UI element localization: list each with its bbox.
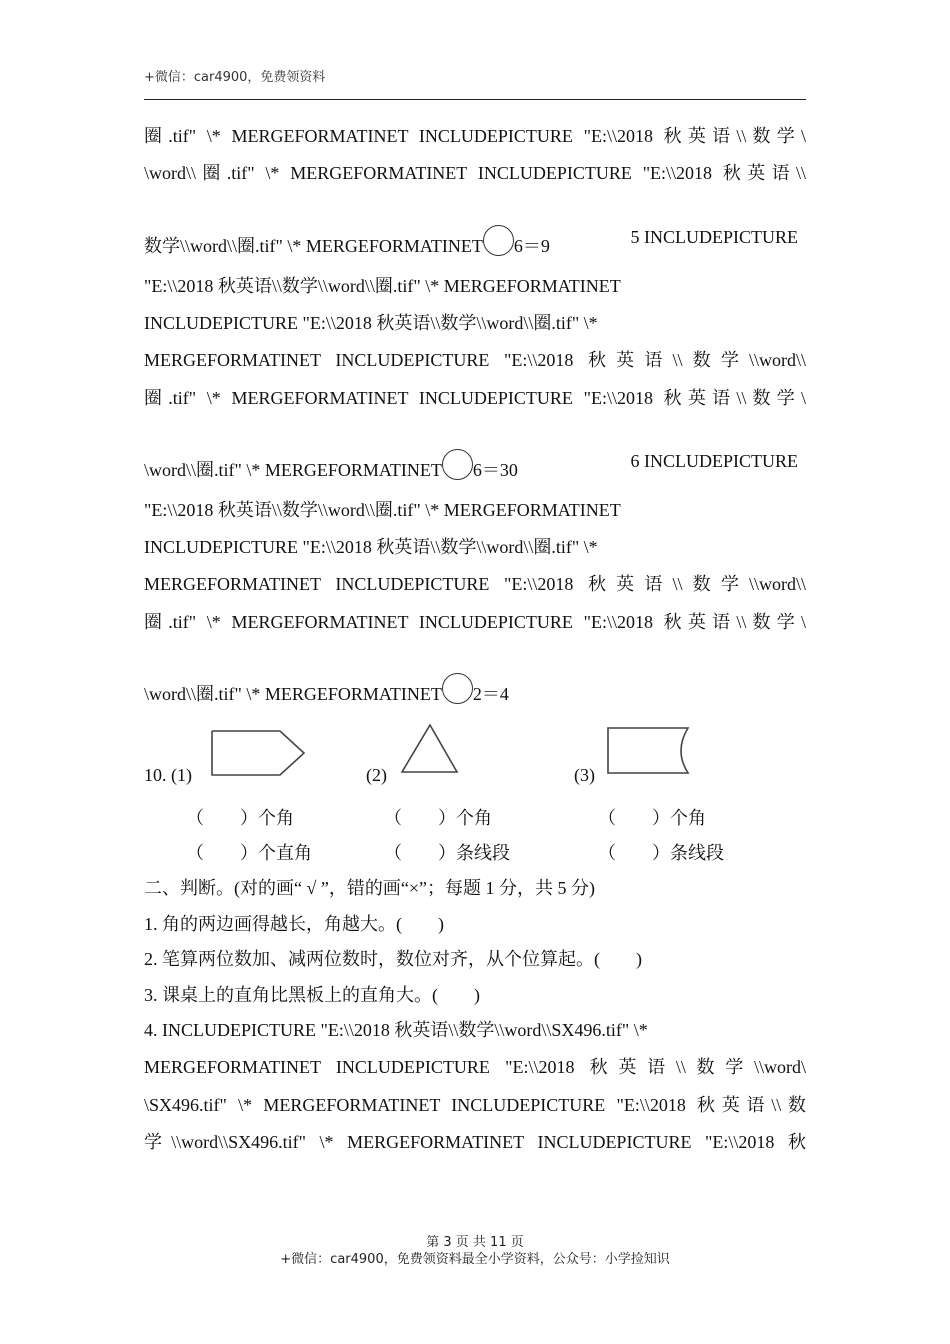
section-title: 二、判断。(对的画“ √ ”，错的画“×”；每题 1 分，共 5 分) <box>144 878 595 898</box>
blank-circle <box>442 449 473 480</box>
q10-1-angles: （ ）个角 <box>186 808 294 828</box>
q10-3-segments: （ ）条线段 <box>598 843 724 863</box>
text-line: 圈.tif" \* MERGEFORMATINET INCLUDEPICTURE "E:\\2018 秋英语\\数学\ <box>144 612 806 632</box>
text-fragment: \word\\圈.tif" \* MERGEFORMATINET <box>144 684 442 704</box>
text-line: 圈.tif" \* MERGEFORMATINET INCLUDEPICTURE "E:\\2018 秋英语\\数学\ <box>144 126 806 146</box>
pentagon-shape <box>208 728 310 780</box>
judgement-q3: 3. 课桌上的直角比黑板上的直角大。( ) <box>144 985 480 1005</box>
q10-1-right-angles: （ ）个直角 <box>186 843 312 863</box>
q10-2-angles: （ ）个角 <box>384 808 492 828</box>
text-line: "E:\\2018 秋英语\\数学\\word\\圈.tif" \* MERGEFORMATINET <box>144 276 621 296</box>
judgement-q1: 1. 角的两边画得越长，角越大。( ) <box>144 914 444 934</box>
judgement-q4-line: 学\\word\\SX496.tif" \* MERGEFORMATINET INCLUDEPICTURE "E:\\2018 秋 <box>144 1132 806 1152</box>
judgement-q4-line: MERGEFORMATINET INCLUDEPICTURE "E:\\2018 秋英语\\数学\\word\ <box>144 1057 806 1077</box>
footer-promo: +微信：car4900，免费领资料最全小学资料，公众号：小学捡知识 <box>280 1252 670 1267</box>
judgement-q4-line: \SX496.tif" \* MERGEFORMATINET INCLUDEPICTURE "E:\\2018 秋英语\\数 <box>144 1095 806 1115</box>
text-line <box>144 225 806 258</box>
page-header: +微信：car4900，免费领资料 <box>144 70 326 85</box>
text-line: "E:\\2018 秋英语\\数学\\word\\圈.tif" \* MERGEFORMATINET <box>144 500 621 520</box>
triangle-shape <box>398 721 462 777</box>
page-number: 第 3 页 共 11 页 <box>426 1235 524 1250</box>
text-line: INCLUDEPICTURE "E:\\2018 秋英语\\数学\\word\\圈.tif" \* <box>144 313 598 333</box>
text-line <box>144 449 806 482</box>
q10-3-angles: （ ）个角 <box>598 808 706 828</box>
text-line <box>144 673 806 706</box>
q10-label-3: (3) <box>574 765 595 785</box>
text-fragment: 数学\\word\\圈.tif" \* MERGEFORMATINET <box>144 236 483 256</box>
judgement-q2: 2. 笔算两位数加、减两位数时，数位对齐，从个位算起。( ) <box>144 949 642 969</box>
q10-label-1: 10. (1) <box>144 765 192 785</box>
text-line: 圈.tif" \* MERGEFORMATINET INCLUDEPICTURE "E:\\2018 秋英语\\数学\ <box>144 388 806 408</box>
text-fragment: 6 INCLUDEPICTURE <box>630 451 798 471</box>
header-rule <box>144 99 806 100</box>
equation-text: 6＝9 <box>513 236 550 256</box>
judgement-q4-line: 4. INCLUDEPICTURE "E:\\2018 秋英语\\数学\\word\\SX496.tif" \* <box>144 1020 648 1040</box>
text-line: MERGEFORMATINET INCLUDEPICTURE "E:\\2018 秋英语\\数学\\word\\ <box>144 350 806 370</box>
text-fragment: \word\\圈.tif" \* MERGEFORMATINET <box>144 460 442 480</box>
equation-text: 2＝4 <box>472 684 509 704</box>
curved-side-shape <box>604 724 694 780</box>
blank-circle <box>483 225 514 256</box>
blank-circle <box>442 673 473 704</box>
q10-2-segments: （ ）条线段 <box>384 843 510 863</box>
q10-label-2: (2) <box>366 765 387 785</box>
text-fragment: 5 INCLUDEPICTURE <box>630 227 798 247</box>
text-line: MERGEFORMATINET INCLUDEPICTURE "E:\\2018 秋英语\\数学\\word\\ <box>144 574 806 594</box>
text-line: \word\\圈.tif" \* MERGEFORMATINET INCLUDEPICTURE "E:\\2018 秋英语\\ <box>144 163 806 183</box>
text-line: INCLUDEPICTURE "E:\\2018 秋英语\\数学\\word\\圈.tif" \* <box>144 537 598 557</box>
equation-text: 6＝30 <box>472 460 518 480</box>
